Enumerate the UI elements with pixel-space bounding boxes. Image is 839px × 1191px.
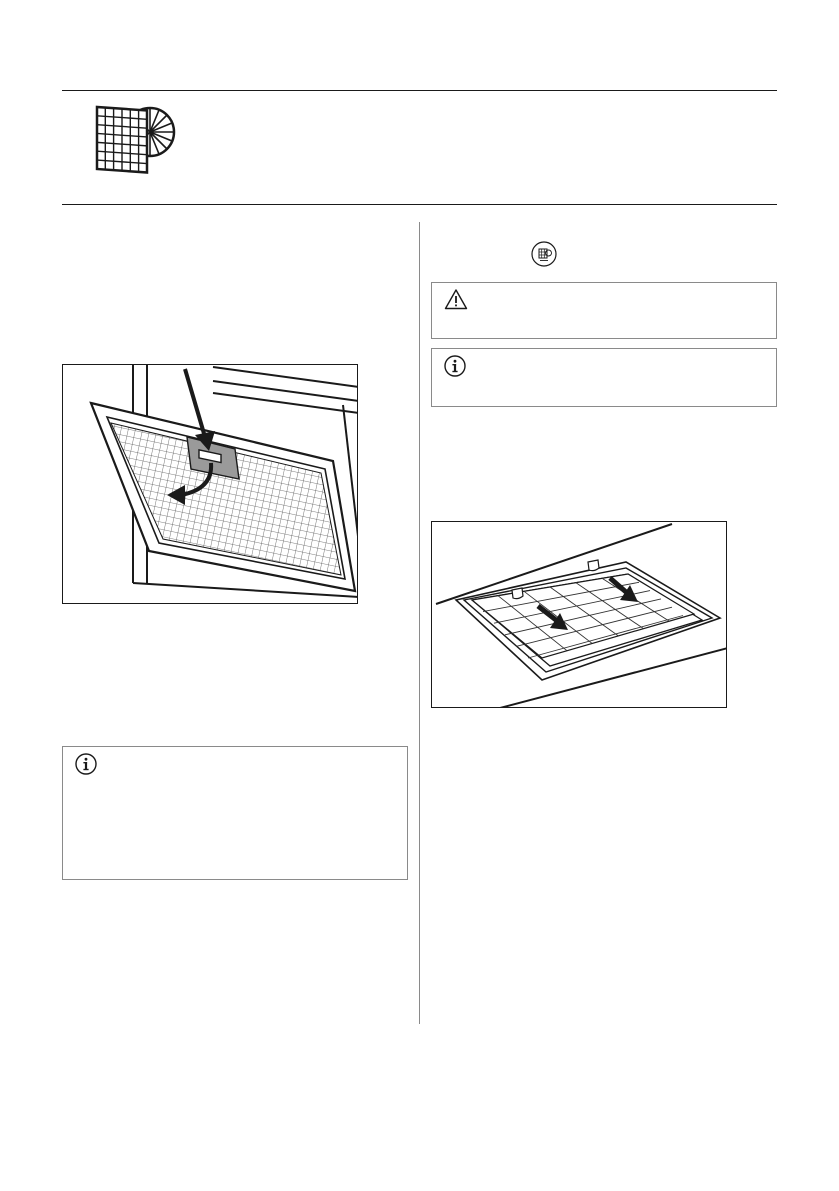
grease-filter-removal-illustration [62, 364, 358, 604]
info-icon [444, 355, 466, 377]
info-icon [75, 753, 97, 775]
filter-icon [80, 98, 176, 178]
info-box-right [431, 348, 777, 407]
header-bottom-rule [62, 204, 777, 205]
charcoal-filter-removal-illustration [431, 521, 727, 708]
warning-icon [444, 288, 468, 310]
info-box-left [62, 746, 408, 880]
column-divider [419, 222, 420, 1024]
warning-box [431, 282, 777, 339]
charcoal-filter-icon [531, 241, 557, 267]
top-rule [62, 90, 777, 91]
